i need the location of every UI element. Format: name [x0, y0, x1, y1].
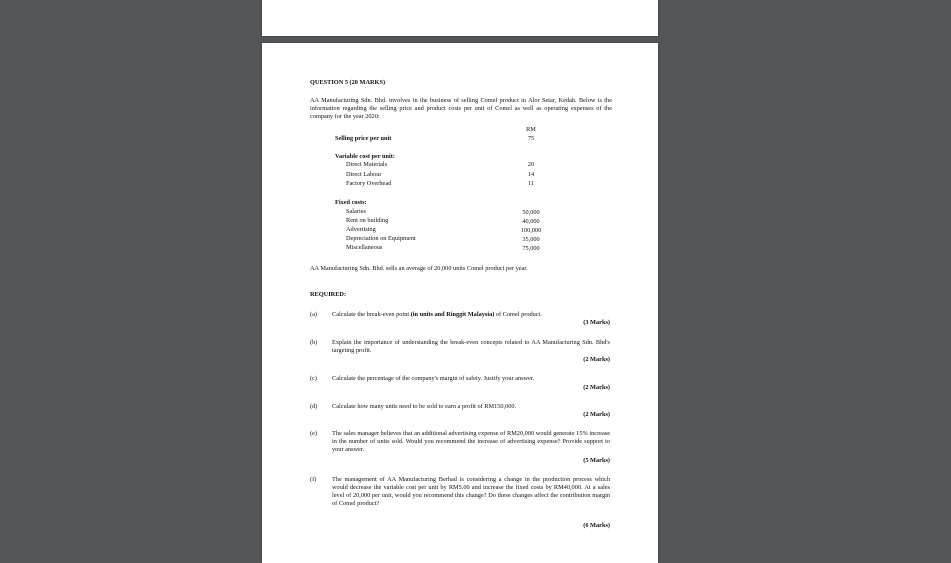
previous-page [262, 0, 658, 36]
part-letter: (b) [310, 339, 318, 346]
fixed-item-label: Salaries [346, 208, 366, 215]
part-marks: (5 Marks) [583, 457, 610, 464]
current-page [262, 43, 658, 563]
part-marks: (3 Marks) [583, 319, 610, 326]
part-d-text: Calculate how many units need to be sold to earn a profit of RM150,000. [332, 403, 517, 410]
fixed-item-value: 75,000 [522, 245, 540, 252]
part-letter: (d) [310, 403, 318, 410]
part-a-text: Calculate the break-even point (in units and Ringgit Malaysia) of Comel product. [332, 311, 542, 318]
part-c-text: Calculate the percentage of the company's margin of safety. Justify your answer. [332, 375, 535, 382]
part-marks: (2 Marks) [583, 411, 610, 418]
variable-item-label: Factory Overhead [346, 180, 392, 187]
fixed-item-value: 40,000 [522, 218, 540, 225]
selling-price-value: 75 [527, 135, 535, 142]
part-letter: (f) [310, 476, 317, 483]
variable-cost-label: Variable cost per unit: [335, 153, 395, 160]
part-marks: (2 Marks) [583, 384, 610, 391]
sales-note: AA Manufacturing Sdn. Bhd. sells an average of 20,000 units Comel product per year. [310, 265, 528, 272]
fixed-item-value: 100,000 [520, 227, 542, 234]
fixed-item-label: Depreciation on Equipment [346, 235, 416, 242]
variable-item-label: Direct Labour [346, 171, 382, 178]
question-title: QUESTION 5 (20 MARKS) [310, 79, 386, 86]
variable-item-value: 11 [527, 180, 535, 187]
fixed-item-value: 35,000 [522, 236, 540, 243]
variable-item-value: 14 [527, 171, 535, 178]
question-intro: AA Manufacturing Sdn. Bhd. involves in the business of selling Comel product in Alor Setar, Kedah. Below is the information regarding the selling price and product costs per unit of Comel as well as operating expenses of the company for the year 2020: [310, 97, 612, 120]
fixed-item-value: 50,000 [522, 209, 540, 216]
part-marks: (6 Marks) [583, 522, 610, 529]
variable-item-label: Direct Materials [346, 161, 388, 168]
part-marks: (2 Marks) [583, 356, 610, 363]
selling-price-label: Selling price per unit [335, 135, 392, 142]
part-letter: (c) [310, 375, 317, 382]
part-letter: (e) [310, 430, 317, 437]
fixed-costs-label: Fixed costs: [335, 199, 367, 206]
part-e-text: The sales manager believes that an additional advertising expense of RM20,000 would generate 15% increase in the number of units sold. Would you recommend the increase of advertising expense? Provide support to your answer. [332, 430, 610, 453]
currency-header: RM [526, 126, 536, 133]
part-b-text: Explain the importance of understanding the break-even concepts related to AA Manufacturing Sdn. Bhd's targeting profit. [332, 339, 610, 354]
fixed-item-label: Rent on building [346, 217, 389, 224]
fixed-item-label: Advertising [346, 226, 376, 233]
part-f-text: The management of AA Manufacturing Berhad is considering a change in the production process which would decrease the variable cost per unit by RM5.00 and increase the fixed costs by RM40,000. At a sales level of 20,000 per unit, would you recommend this change? Do these changes affect the contribution margin of Comel product? [332, 476, 610, 507]
part-letter: (a) [310, 311, 317, 318]
fixed-item-label: Miscellaneous [346, 244, 383, 251]
variable-item-value: 20 [527, 161, 535, 168]
required-label: REQUIRED: [310, 291, 347, 298]
